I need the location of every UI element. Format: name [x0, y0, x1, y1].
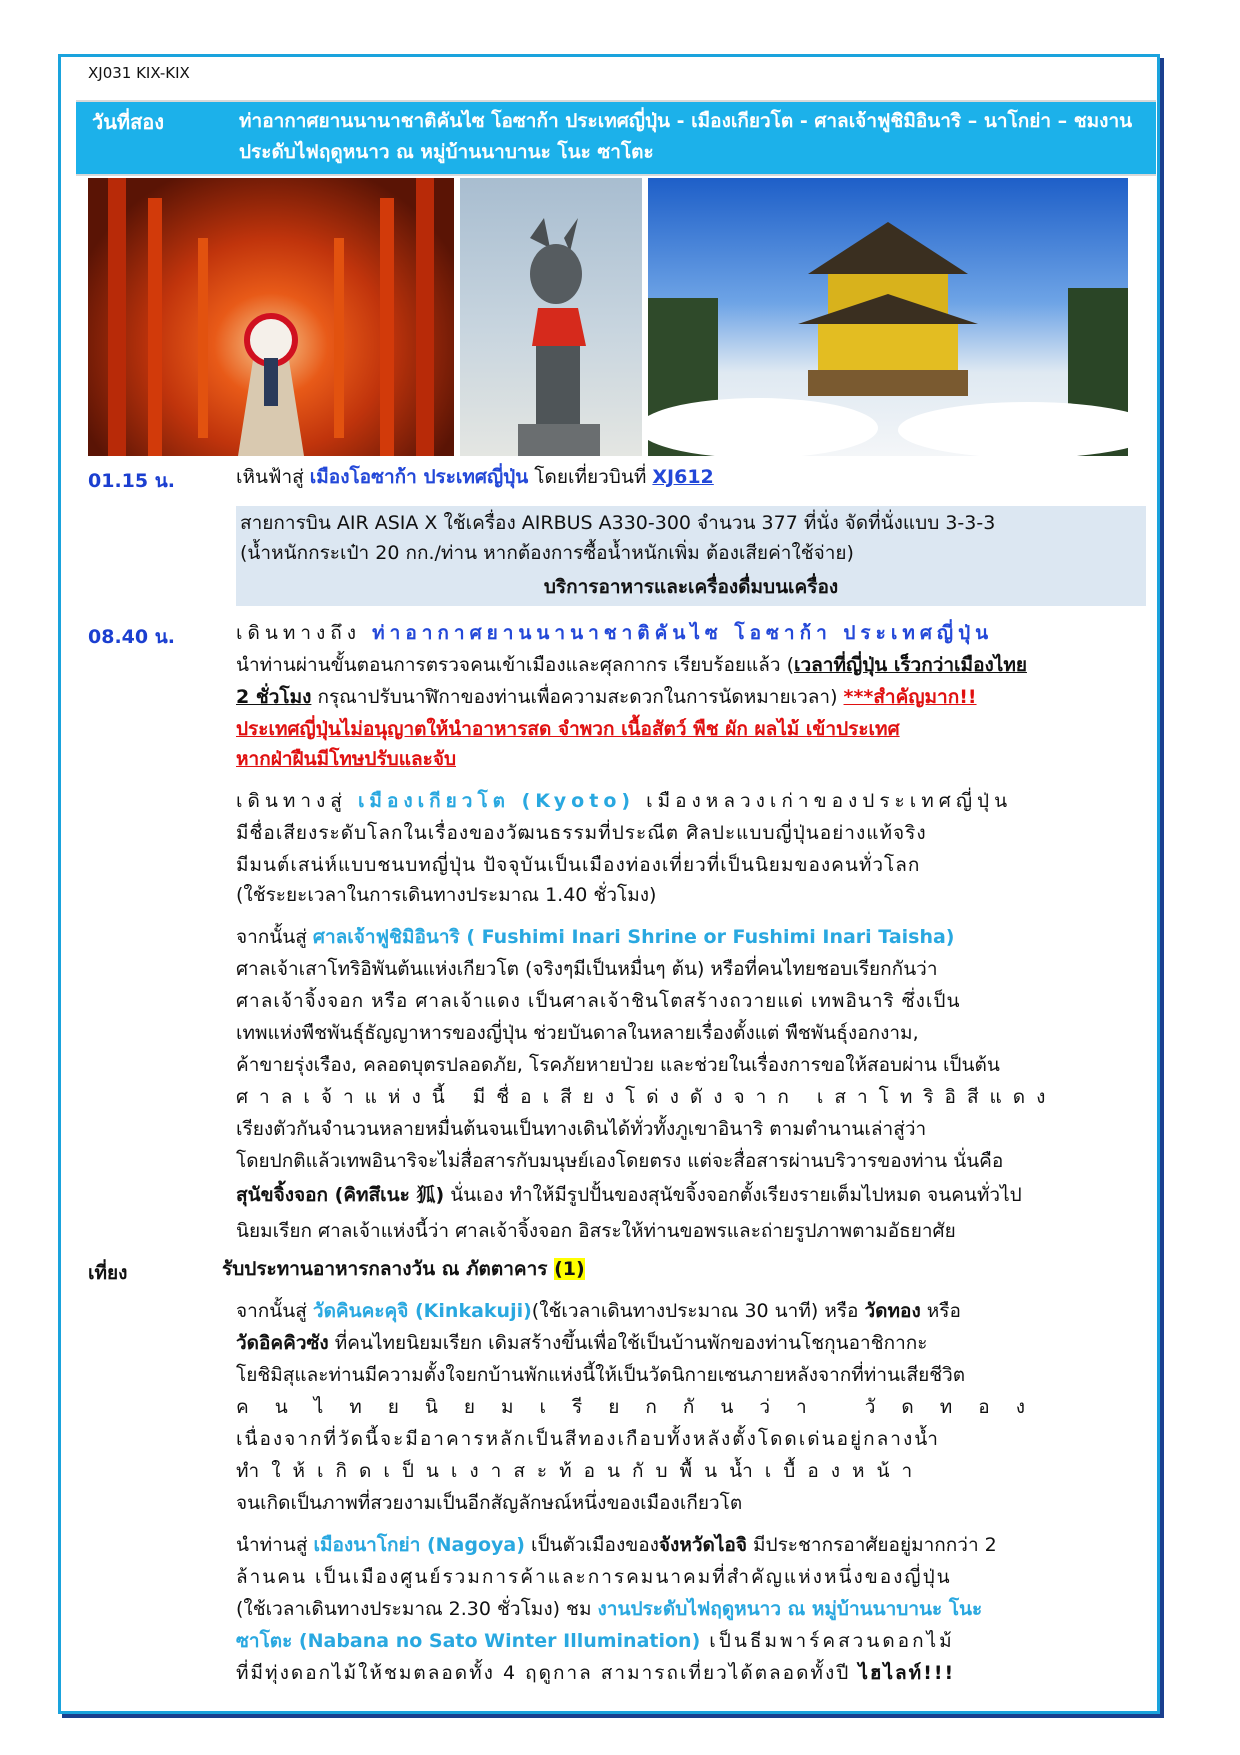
nagoya-line5 — [236, 1658, 1146, 1689]
fushimi-line6: ศาลเจ้าแห่งนี้ มีชื่อเสียงโด่งดังจาก เสาโทริอิสีแดง — [236, 1086, 1057, 1108]
timezone-note-1: เวลาที่ญี่ปุ่น เร็วกว่าเมืองไทย — [794, 654, 1027, 676]
nagoya-line4 — [236, 1626, 1146, 1657]
nagoya-line2: ล้านคน เป็นเมืองศูนย์รวมการค้าและการคมนาคมที่สำคัญแห่งหนึ่งของญี่ปุ่น — [236, 1566, 952, 1588]
kinkaku-line1 — [236, 1296, 1146, 1327]
kyoto-pre: เดินทางสู่ — [236, 790, 358, 812]
fushimi-line9 — [236, 1180, 1146, 1211]
day-title: ท่าอากาศยานนานาชาติคันไซ โอซาก้า ประเทศญี่ปุ่น - เมืองเกียวโต - ศาลเจ้าฟูชิมิอินาริ – นาโกย่า – ชมงานประดับไฟฤดูหนาว ณ หมู่บ้านนาบานะ โนะ ซาโตะ — [239, 110, 1133, 163]
departure-city: เมืองโอซาก้า ประเทศญี่ปุ่น — [309, 466, 529, 488]
kinkaku-line7: จนเกิดเป็นภาพที่สวยงามเป็นอีกสัญลักษณ์หนึ่งของเมืองเกียวโต — [236, 1492, 743, 1514]
photo-golden-pavilion — [648, 178, 1128, 456]
illumination-1: งานประดับไฟฤดูหนาว ณ หมู่บ้านนาบานะ โนะ — [597, 1598, 983, 1620]
watch-adjust: กรุณาปรับนาฬิกาของท่านเพื่อความสะดวกในการนัดหมายเวลา) — [311, 686, 844, 708]
warning-important: ***สำคัญมาก!! — [843, 686, 977, 708]
arrival-pre: เดินทางถึง — [236, 622, 373, 644]
flower-seasons: ที่มีทุ่งดอกไม้ให้ชมตลอดทั้ง 4 ฤดูกาล สามารถเที่ยวได้ตลอดทั้งปี — [236, 1662, 859, 1684]
fushimi-line2: ศาลเจ้าเสาโทริอิพันต้นแห่งเกียวโต (จริงๆมีเป็นหมื่นๆ ต้น) หรือที่คนไทยชอบเรียกกันว่า — [236, 958, 938, 980]
fushimi-pre: จากนั้นสู่ — [236, 926, 313, 948]
meal-service: บริการอาหารและเครื่องดื่มบนเครื่อง — [543, 576, 839, 598]
kinkaku-travel: (ใช้เวลาเดินทางประมาณ 30 นาที) หรือ — [531, 1300, 865, 1322]
kyoto-name: เมืองเกียวโต (Kyoto) — [357, 790, 636, 812]
lunch-text: รับประทานอาหารกลางวัน ณ ภัตตาคาร — [222, 1258, 555, 1280]
flight-info-box — [236, 506, 1146, 606]
flight-number: XJ612 — [652, 466, 714, 488]
kinkaku-line2 — [236, 1328, 1146, 1359]
nagoya-travel: (ใช้เวลาเดินทางประมาณ 2.30 ชั่วโมง) ชม — [236, 1598, 598, 1620]
day-header — [76, 100, 1156, 176]
arrival-line — [236, 618, 1146, 649]
kyoto-line4: (ใช้ระยะเวลาในการเดินทางประมาณ 1.40 ชั่วโมง) — [236, 884, 657, 906]
time-0840: 08.40 น. — [88, 626, 175, 648]
nagoya-line3 — [236, 1594, 1146, 1625]
fushimi-line10: นิยมเรียก ศาลเจ้าแห่งนี้ว่า ศาลเจ้าจิ้งจอก อิสระให้ท่านขอพรและถ่ายรูปภาพตามอัธยาศัย — [236, 1220, 956, 1242]
day-label: วันที่สอง — [92, 110, 165, 134]
flight-line1: สายการบิน AIR ASIA X ใช้เครื่อง AIRBUS A330-300 จำนวน 377 ที่นั่ง จัดที่นั่งแบบ 3-3-3 — [240, 512, 996, 534]
time-noon: เที่ยง — [88, 1262, 128, 1284]
ikkyu-temple: วัดอิคคิวซัง — [236, 1332, 329, 1354]
kyoto-line2: มีชื่อเสียงระดับโลกในเรื่องของวัฒนธรรมที่ประณีต ศิลปะแบบญี่ปุ่นอย่างแท้จริง — [236, 822, 927, 844]
warning-penalty: หากฝ่าฝืนมีโทษปรับและจับ — [236, 748, 457, 770]
fushimi-line8: โดยปกติแล้วเทพอินาริจะไม่สื่อสารกับมนุษย์เองโดยตรง แต่จะสื่อสารผ่านบริวารของท่าน นั่นคือ — [236, 1150, 1004, 1172]
departure-line — [236, 462, 1136, 493]
fushimi-line1 — [236, 922, 1146, 953]
departure-mid: โดยเที่ยวบินที่ — [528, 466, 653, 488]
kinkaku-history: ที่คนไทยนิยมเรียก เดิมสร้างขึ้นเพื่อใช้เป็นบ้านพักของท่านโชกุนอาชิกากะ — [328, 1332, 928, 1354]
time-0115: 01.15 น. — [88, 470, 175, 492]
kinkaku-line3: โยชิมิสุและท่านมีความตั้งใจยกบ้านพักแห่งนี้ให้เป็นวัดนิกายเซนภายหลังจากที่ท่านเสียชีวิต — [236, 1364, 966, 1386]
kyoto-line3: มีมนต์เสน่ห์แบบชนบทญี่ปุ่น ปัจจุบันเป็นเมืองท่องเที่ยวที่เป็นนิยมของคนทั่วโลก — [236, 854, 921, 876]
nagoya-pop: มีประชากรอาศัยอยู่มากกว่า 2 — [746, 1534, 997, 1556]
nagoya-desc: เป็นตัวเมืองของ — [524, 1534, 659, 1556]
arrival-airport: ท่าอากาศยานนานาชาติคันไซ โอซาก้า ประเทศญี่ปุ่น — [372, 622, 994, 644]
immigration-text: นำท่านผ่านขั้นตอนการตรวจคนเข้าเมืองและศุลกากร เรียบร้อยแล้ว ( — [236, 654, 794, 676]
meal-number: (1) — [554, 1258, 585, 1280]
fushimi-line3: ศาลเจ้าจิ้งจอก หรือ ศาลเจ้าแดง เป็นศาลเจ้าชินโตสร้างถวายแด่ เทพอินาริ ซึ่งเป็น — [236, 990, 961, 1012]
aichi-prefecture: จังหวัดไอจิ — [658, 1534, 747, 1556]
photo-torii-gates — [88, 178, 454, 456]
nagoya-name: เมืองนาโกย่า (Nagoya) — [313, 1534, 525, 1556]
kyoto-line1 — [236, 786, 1146, 817]
fushimi-line4: เทพแห่งพืชพันธุ์ธัญญาหารของญี่ปุ่น ช่วยบันดาลในหลายเรื่องตั้งแต่ พืชพันธุ์งอกงาม, — [236, 1022, 919, 1044]
nagoya-pre: นำท่านสู่ — [236, 1534, 314, 1556]
photo-fox-statue — [460, 178, 642, 456]
kyoto-desc1: เมืองหลวงเก่าของประเทศญี่ปุ่น — [635, 790, 1013, 812]
departure-pre: เหินฟ้าสู่ — [236, 466, 310, 488]
kinkaku-or: หรือ — [920, 1300, 961, 1322]
fushimi-line7: เรียงตัวกันจำนวนหลายหมื่นต้นจนเป็นทางเดินได้ทั่วทั้งภูเขาอินาริ ตามตำนานเล่าสู่ว่า — [236, 1118, 927, 1140]
flower-park: เป็นธีมพาร์คสวนดอกไม้ — [700, 1630, 955, 1652]
kinkaku-line6: ทำให้เกิดเป็นเงาสะท้อนกับพื้นน้ำเบื้องหน้า — [236, 1460, 925, 1482]
arrival-immigration — [236, 650, 1146, 681]
timezone-note-2: 2 ชั่วโมง — [236, 686, 312, 708]
tour-code: XJ031 KIX-KIX — [88, 64, 190, 82]
fox-kitsune: สุนัขจิ้งจอก (คิทสึเนะ 狐) — [236, 1184, 445, 1206]
gold-temple: วัดทอง — [864, 1300, 921, 1322]
nagoya-line1 — [236, 1530, 1146, 1561]
kinkaku-line4: คนไทยนิยมเรียกกันว่า วัดทอง — [236, 1396, 1051, 1418]
kinkaku-name: วัดคินคะคุจิ (Kinkakuji) — [312, 1300, 532, 1322]
timezone-line — [236, 682, 1146, 713]
fushimi-line5: ค้าขายรุ่งเรือง, คลอดบุตรปลอดภัย, โรคภัยหายป่วย และช่วยในเรื่องการขอให้สอบผ่าน เป็นต้น — [236, 1054, 1000, 1076]
lunch-line — [222, 1254, 1132, 1285]
flight-line2: (น้ำหนักกระเป๋า 20 กก./ท่าน หากต้องการซื้อน้ำหนักเพิ่ม ต้องเสียค่าใช้จ่าย) — [240, 542, 854, 564]
warning-food: ประเทศญี่ปุ่นไม่อนุญาตให้นำอาหารสด จำพวก เนื้อสัตว์ พืช ผัก ผลไม้ เข้าประเทศ — [236, 718, 900, 740]
highlight: ไฮไลท์!!! — [858, 1662, 956, 1684]
fushimi-statues: นั่นเอง ทำให้มีรูปปั้นของสุนัขจิ้งจอกตั้งเรียงรายเต็มไปหมด จนคนทั่วไป — [444, 1184, 1022, 1206]
kinkaku-line5: เนื่องจากที่วัดนี้จะมีอาคารหลักเป็นสีทองเกือบทั้งหลังตั้งโดดเด่นอยู่กลางน้ำ — [236, 1428, 940, 1450]
illumination-2: ซาโตะ (Nabana no Sato Winter Illumination) — [236, 1630, 701, 1652]
fushimi-name: ศาลเจ้าฟูชิมิอินาริ ( Fushimi Inari Shrine or Fushimi Inari Taisha) — [312, 926, 955, 948]
kinkaku-pre: จากนั้นสู่ — [236, 1300, 313, 1322]
